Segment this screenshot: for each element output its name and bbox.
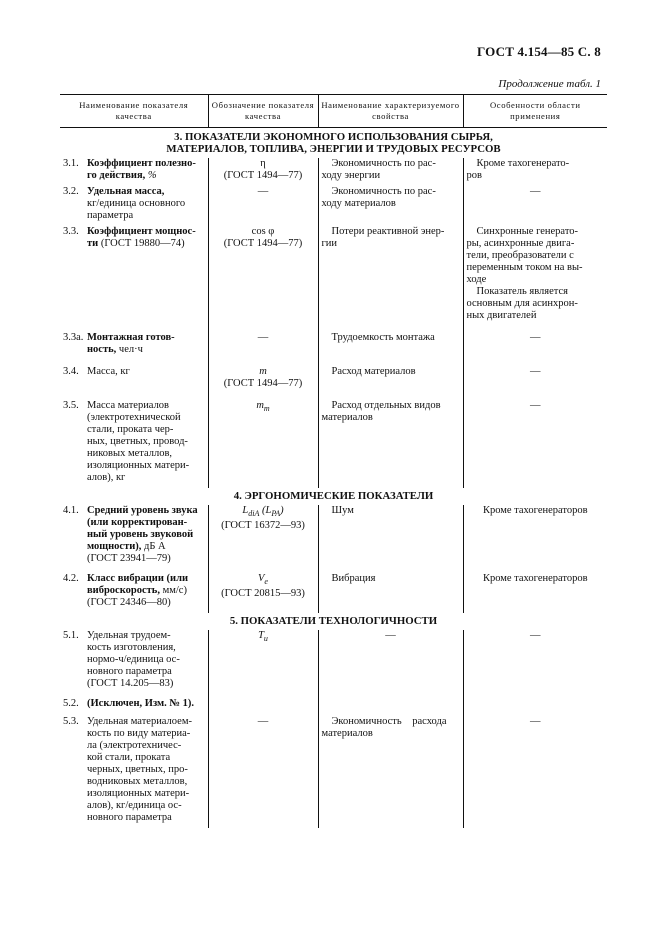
row-number: 5.2. (63, 698, 79, 709)
row-name: го действия, (87, 170, 146, 181)
symbol-standard: (ГОСТ 20815—93) (221, 588, 305, 600)
symbol: $T_и$ (258, 630, 268, 644)
symbol: — (257, 186, 269, 197)
row-name: (ГОСТ 24346—80) (87, 597, 171, 608)
row-number: 3.3а. (63, 332, 84, 343)
row-name: (ГОСТ 14.205—83) (87, 678, 174, 689)
row-name: (Исключен, Изм. № 1). (87, 698, 194, 709)
application: — (530, 332, 541, 343)
col-header-symbol: Обозначение показателя качества (208, 95, 318, 128)
table-continuation-label: Продолжение табл. 1 (498, 78, 601, 90)
table-row (60, 158, 607, 186)
row-name: кость изготовления, (87, 642, 176, 653)
table-row (60, 630, 607, 694)
row-unit: % (145, 170, 157, 181)
property: Потери реактивной энер- (331, 226, 445, 237)
symbol-standard: (ГОСТ 16372—93) (221, 520, 305, 532)
application: тели, преобразователи с (466, 250, 574, 261)
property: Расход отдельных видов (331, 400, 441, 411)
section-title-line: МАТЕРИАЛОВ, ТОПЛИВА, ЭНЕРГИИ И ТРУДОВЫХ РЕСУРСОВ (166, 143, 501, 155)
symbol: — (257, 332, 269, 343)
col-header-application: Особенности области применения (463, 95, 607, 128)
application: — (530, 716, 541, 727)
row-name: изоляционных матери- (87, 460, 190, 471)
row-name: нормо-ч/единица ос- (87, 654, 180, 665)
table-row (60, 226, 607, 326)
application: Синхронные генерато- (476, 226, 579, 237)
row-name: Удельная масса, (87, 186, 165, 197)
row-number: 5.1. (63, 630, 79, 641)
property: Шум (331, 505, 354, 516)
row-number: 3.4. (63, 366, 79, 377)
page-header-doc-id: ГОСТ 4.154—85 С. 8 (476, 44, 601, 59)
application: Кроме тахогенерато- (476, 158, 570, 169)
application: ных двигателей (466, 310, 537, 321)
row-name: водниковых металлов, (87, 776, 188, 787)
property: Экономичность по рас- (331, 158, 436, 169)
table-row (60, 569, 607, 613)
table-row (60, 186, 607, 226)
section-header-4 (60, 488, 607, 505)
application: ходе (466, 274, 487, 285)
row-name: изоляционных матери- (87, 788, 190, 799)
section-title: 5. ПОКАЗАТЕЛИ ТЕХНОЛОГИЧНОСТИ (229, 615, 438, 627)
property: ходу энергии (321, 170, 381, 181)
property: Расход материалов (331, 366, 416, 377)
application: — (530, 400, 541, 411)
row-number: 5.3. (63, 716, 79, 727)
row-name: (ГОСТ 19880—74) (98, 238, 185, 249)
col-header-name: Наименование показателя качества (60, 95, 208, 128)
row-name: Удельная материалоем- (87, 716, 192, 727)
property: материалов (321, 728, 373, 739)
row-name: алов), кг/единица ос- (87, 800, 182, 811)
row-name: ла (электротехничес- (87, 740, 182, 751)
application: Кроме тахогенераторов (482, 505, 588, 516)
row-unit: мм/с) (159, 585, 187, 596)
symbol: $m_m$ (256, 400, 270, 414)
row-name: стали, проката чер- (87, 424, 174, 435)
property: Экономичность по рас- (331, 186, 436, 197)
symbol: cos φ (251, 226, 275, 237)
row-number: 4.1. (63, 505, 79, 516)
row-name: кг/единица основного (87, 198, 186, 209)
symbol-standard: (ГОСТ 1494—77) (223, 170, 303, 181)
row-name: ных, цветных, провод- (87, 436, 188, 447)
row-name: новного параметра (87, 666, 172, 677)
symbol-standard: (ГОСТ 1494—77) (223, 238, 303, 249)
table-row (60, 394, 607, 488)
application: переменным током на вы- (466, 262, 583, 273)
row-number: 4.2. (63, 573, 79, 584)
symbol: $V_e$ (258, 573, 268, 587)
property: Экономичность расхода (331, 716, 447, 727)
row-name: никовых металлов, (87, 448, 173, 459)
row-name: ный уровень звуковой (87, 529, 194, 540)
property: ходу материалов (321, 198, 396, 209)
row-number: 3.5. (63, 400, 79, 411)
row-name: кость по виду материа- (87, 728, 191, 739)
row-name: Удельная трудоем- (87, 630, 171, 641)
application: — (530, 186, 541, 197)
row-name: кой стали, проката (87, 752, 171, 763)
symbol: $L_{diA}$ $(L_{PA})$ (242, 505, 284, 519)
table-row (60, 326, 607, 360)
row-name: Коэффициент полезно- (87, 158, 196, 169)
application: ров (466, 170, 482, 181)
row-name: Монтажная готов- (87, 332, 175, 343)
row-name: Масса, кг (87, 366, 130, 377)
row-name: параметра (87, 210, 134, 221)
row-number: 3.2. (63, 186, 79, 197)
symbol: — (257, 716, 269, 727)
row-name: виброскорость, (87, 585, 160, 596)
row-name: (электротехнической (87, 412, 181, 423)
row-name: Средний уровень звука (87, 505, 198, 516)
property: материалов (321, 412, 373, 423)
table-row (60, 714, 607, 828)
row-name: Коэффициент мощнос- (87, 226, 196, 237)
quality-indicators-table (60, 94, 607, 828)
application: Кроме тахогенераторов (482, 573, 588, 584)
symbol: m (259, 366, 267, 377)
table-header-row (60, 95, 607, 128)
application: — (530, 630, 541, 641)
row-name: ти (87, 238, 99, 249)
property: гии (321, 238, 338, 249)
row-name: ность, (87, 344, 117, 355)
section-title-line: 3. ПОКАЗАТЕЛИ ЭКОНОМНОГО ИСПОЛЬЗОВАНИЯ СЫРЬЯ, (174, 131, 493, 143)
row-name: Класс вибрации (или (87, 573, 189, 584)
table-row (60, 360, 607, 394)
application: ры, асинхронные двига- (466, 238, 575, 249)
section-header-3 (60, 128, 607, 159)
symbol: η (260, 158, 266, 169)
section-title: 4. ЭРГОНОМИЧЕСКИЕ ПОКАЗАТЕЛИ (233, 490, 434, 502)
property: Вибрация (331, 573, 376, 584)
row-name: новного параметра (87, 812, 172, 823)
symbol-standard: (ГОСТ 1494—77) (223, 378, 303, 389)
row-number: 3.1. (63, 158, 79, 169)
row-name: Масса материалов (87, 400, 170, 411)
row-unit: дБ А (141, 541, 166, 552)
row-name: (или корректирован- (87, 517, 188, 528)
property: Трудоемкость монтажа (331, 332, 435, 343)
row-name: черных, цветных, про- (87, 764, 188, 775)
row-number: 3.3. (63, 226, 79, 237)
application: — (530, 366, 541, 377)
section-header-5 (60, 613, 607, 630)
col-header-property: Наименование характеризуемого свойства (318, 95, 463, 128)
row-name: (ГОСТ 23941—79) (87, 553, 171, 564)
application: основным для асинхрон- (466, 298, 578, 309)
row-name: мощности), (87, 541, 142, 552)
table-row (60, 505, 607, 569)
row-name: алов), кг (87, 472, 126, 483)
row-unit: чел·ч (116, 344, 143, 355)
property: — (385, 630, 396, 641)
application: Показатель является (476, 286, 568, 297)
table-row (60, 694, 607, 714)
